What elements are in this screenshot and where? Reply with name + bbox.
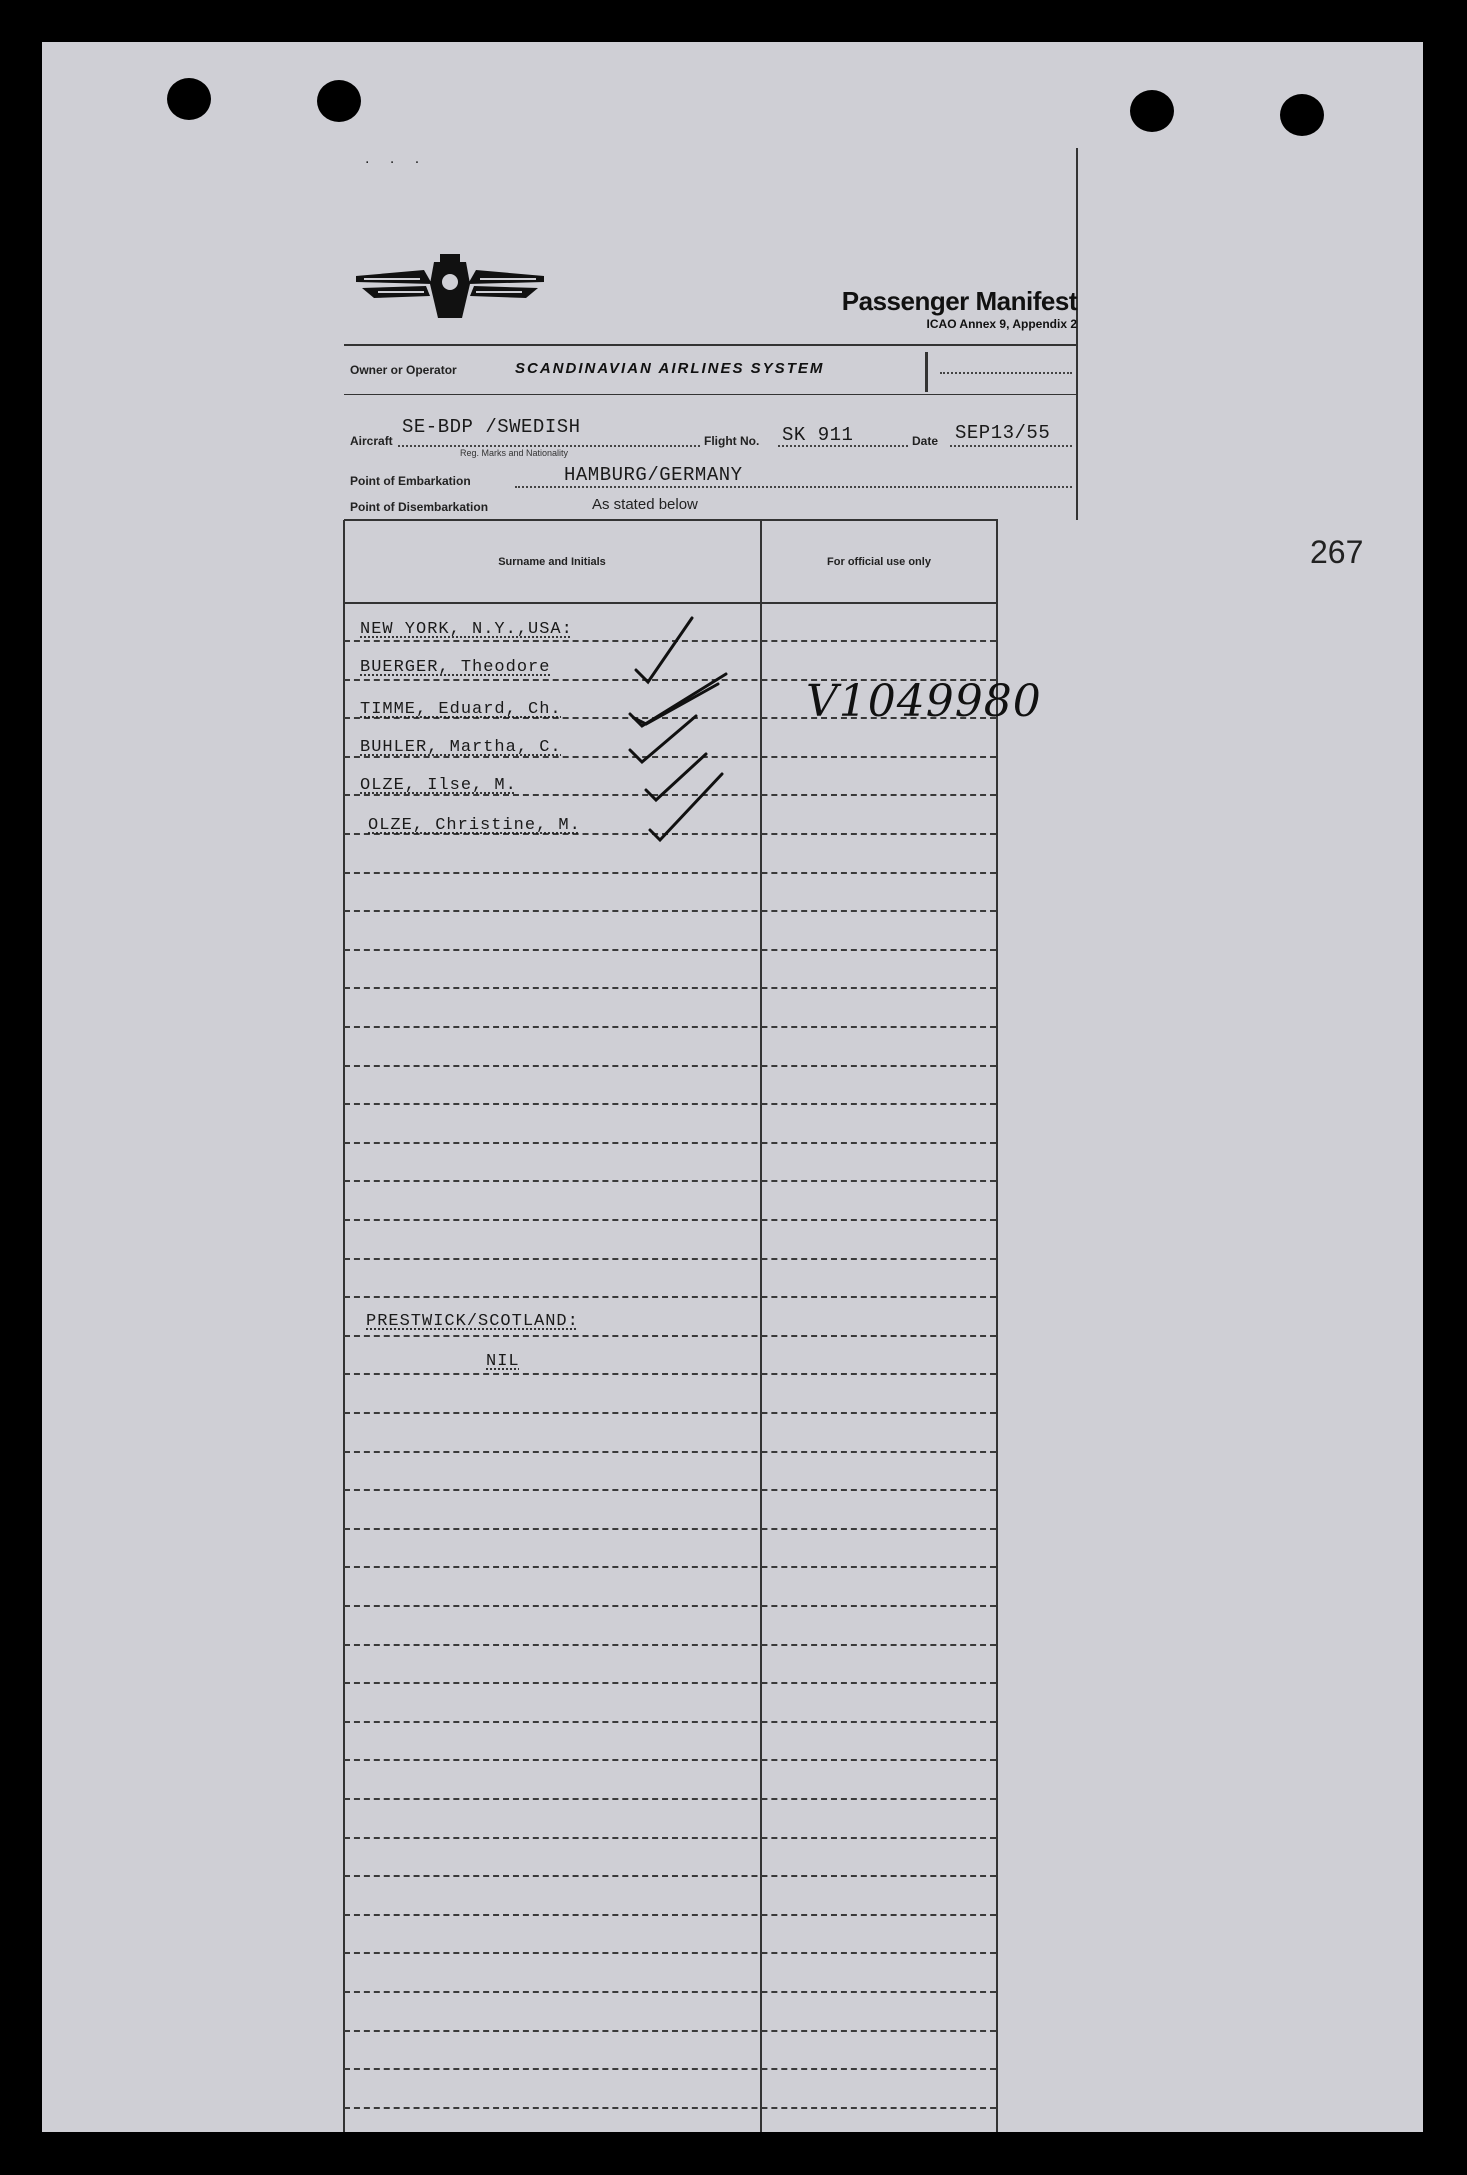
table-right-border [996,520,998,2132]
date-label: Date [912,434,939,448]
divider [344,519,998,521]
form-title-block [842,286,1077,331]
table-row-rule [344,2107,996,2109]
table-row-rule [344,1142,996,1144]
table-row-rule [344,987,996,989]
table-row-rule [344,949,996,951]
punch-hole [1130,90,1174,132]
scan-marks: . . . [365,150,428,167]
table-row-rule [344,1566,996,1568]
check-marks [620,610,740,850]
form-title: Passenger Manifest [841,286,1077,316]
table-row-rule [344,1103,996,1105]
surname-column-header: Surname and Initials [498,556,606,568]
table-row-rule [344,1219,996,1221]
owner-separator [925,352,928,392]
table-row-rule [344,1721,996,1723]
owner-label: Owner or Operator [350,363,457,377]
table-row-rule [344,1991,996,1993]
table-row-rule [344,2030,996,2032]
table-row-rule [344,1759,996,1761]
second-destination-value: NIL [486,1352,520,1371]
disembarkation-label: Point of Disembarkation [350,500,489,514]
table-row-rule [344,1065,996,1067]
flight-value: SK 911 [782,424,854,446]
aircraft-sublabel: Reg. Marks and Nationality [460,448,569,458]
aircraft-underline [398,445,700,447]
punch-hole [317,80,361,122]
table-row-rule [344,1837,996,1839]
passenger-row: TIMME, Eduard, Ch. [360,700,562,719]
embarkation-value: HAMBURG/GERMANY [564,464,743,486]
table-row-rule [344,1258,996,1260]
table-row-rule [344,1489,996,1491]
table-left-border [343,520,345,2132]
table-row-rule [344,1180,996,1182]
table-column-divider [760,520,762,2132]
aircraft-value: SE-BDP /SWEDISH [402,416,581,438]
divider [344,344,1076,346]
destination-heading: NEW YORK, N.Y.,USA: [360,620,573,639]
flight-underline [778,445,908,447]
passenger-row: OLZE, Christine, M. [368,816,581,835]
table-row-rule [344,1026,996,1028]
owner-value: SCANDINAVIAN AIRLINES SYSTEM [515,360,825,377]
table-row-rule [344,872,996,874]
date-underline [950,445,1072,447]
table-row-rule [344,1952,996,1954]
date-value: SEP13/55 [955,422,1051,444]
aircraft-label: Aircraft [350,434,393,448]
airline-logo [354,254,546,330]
table-row-rule [344,1528,996,1530]
passenger-row: BUHLER, Martha, C. [360,738,562,757]
table-row-rule [344,910,996,912]
second-destination-heading: PRESTWICK/SCOTLAND: [366,1312,579,1331]
table-row-rule [344,1296,996,1298]
table-row-rule [344,1373,996,1375]
punch-hole [1280,94,1324,136]
page-number: 267 [1310,534,1364,570]
embarkation-label: Point of Embarkation [350,474,471,488]
embarkation-underline [515,486,1072,488]
table-row-rule [344,1644,996,1646]
table-row-rule [344,1335,996,1337]
table-row-rule [344,1682,996,1684]
table-header-rule [344,602,996,604]
owner-underline [940,372,1072,374]
table-row-rule [344,1605,996,1607]
table-row-rule [344,1412,996,1414]
disembarkation-value: As stated below [592,496,698,513]
table-row-rule [344,1798,996,1800]
table-row-rule [344,1914,996,1916]
official-column-header: For official use only [827,556,931,568]
passenger-row: BUERGER, Theodore [360,658,551,677]
table-row-rule [344,2068,996,2070]
punch-hole [167,78,211,120]
form-subtitle: ICAO Annex 9, Appendix 2 [926,317,1077,331]
table-row-rule [344,1875,996,1877]
table-row-rule [344,1451,996,1453]
passenger-row: OLZE, Ilse, M. [360,776,517,795]
divider [344,394,1076,395]
flight-label: Flight No. [704,434,760,448]
official-handwritten-number: V1049980 [806,676,1042,727]
